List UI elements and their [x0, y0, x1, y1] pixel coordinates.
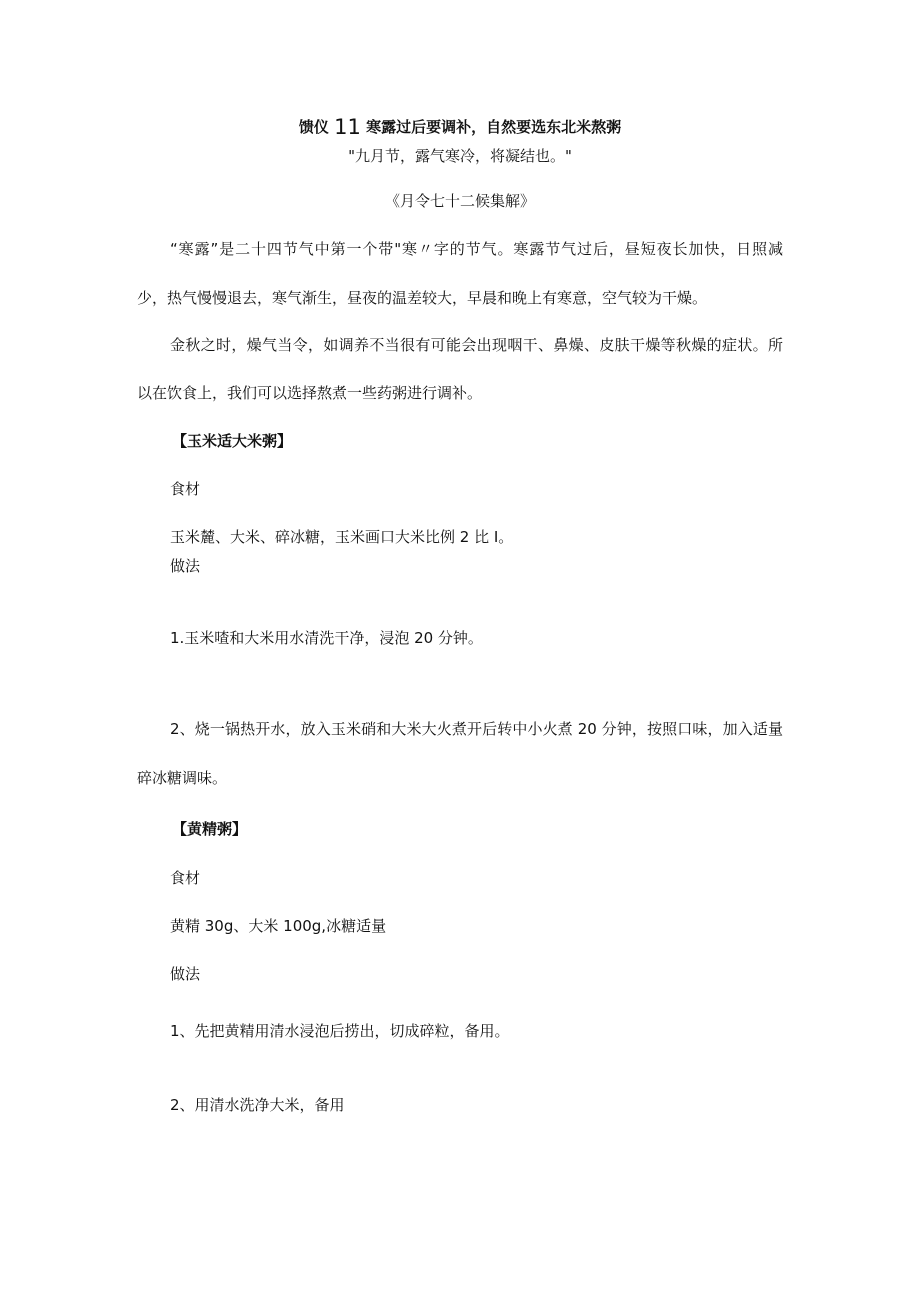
quote-line: "九月节，露气寒冷，将凝结也。" — [348, 147, 572, 165]
quote-source: 《月令七十二候集解》 — [384, 192, 535, 210]
recipe-2-ingredients: 黄精 30g、大米 100g,冰糖适量 — [170, 917, 387, 935]
recipe-2-method-label: 做法 — [170, 965, 201, 983]
recipe-1-method-label: 做法 — [170, 557, 201, 575]
title-number: 11 — [334, 115, 361, 139]
recipe-1-step-2-line-1: 2、烧一锅热开水，放入玉米硝和大米大火煮开后转中小火煮 20 分钟，按照口味，加入适量 — [170, 720, 783, 738]
paragraph-1-line-1: “寒露”是二十四节气中第一个带"寒〃字的节气。寒露节气过后，昼短夜长加快，日照减 — [170, 240, 783, 258]
title-prefix: 馈仪 — [298, 118, 329, 136]
recipe-2-ingredients-label: 食材 — [170, 869, 201, 887]
recipe-1-ingredients: 玉米麓、大米、碎冰糖，玉米画口大米比例 2 比 I。 — [170, 528, 514, 546]
paragraph-2-line-1: 金秋之时，燥气当令，如调养不当很有可能会出现咽干、鼻燥、皮肤干燥等秋燥的症状。所 — [170, 336, 783, 354]
recipe-2-step-2: 2、用清水洗净大米，备用 — [170, 1096, 345, 1114]
recipe-2-step-1: 1、先把黄精用清水浸泡后捞出，切成碎粒，备用。 — [170, 1022, 510, 1040]
recipe-1-title: 【玉米适大米粥】 — [172, 432, 293, 450]
recipe-1-ingredients-label: 食材 — [170, 480, 201, 498]
recipe-2-title: 【黄精粥】 — [172, 820, 248, 838]
paragraph-1-line-2: 少，热气慢慢退去，寒气渐生，昼夜的温差较大，早晨和晚上有寒意，空气较为干燥。 — [137, 289, 708, 307]
recipe-1-step-1: 1.玉米喳和大米用水清洗干净，浸泡 20 分钟。 — [170, 629, 483, 647]
document-title — [0, 117, 920, 137]
recipe-1-step-2-line-2: 碎冰糖调味。 — [137, 769, 228, 787]
title-text: 寒露过后要调补，自然要选东北米熬粥 — [366, 118, 622, 136]
paragraph-2-line-2: 以在饮食上，我们可以选择熬煮一些药粥进行调补。 — [137, 384, 483, 402]
